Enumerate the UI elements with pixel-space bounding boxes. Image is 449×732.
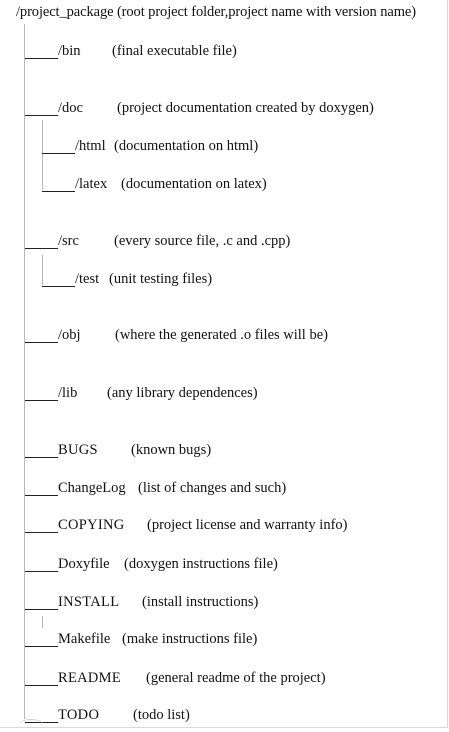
tree-row-bugs: [25, 441, 212, 459]
tree-row-makefile: [25, 630, 258, 648]
entry-name: /src: [58, 233, 79, 249]
entry-name: /test: [75, 271, 100, 287]
entry-description: (make instructions file): [122, 631, 258, 647]
tree-row-doc: [25, 99, 374, 117]
branch-connector: [25, 516, 58, 533]
entry-name: ChangeLog: [58, 480, 126, 496]
tree-row-test: [42, 270, 213, 288]
entry-description: (documentation on html): [114, 138, 259, 154]
branch-connector: [25, 630, 58, 647]
entry-description: (project license and warranty info): [147, 517, 348, 533]
branch-connector: [42, 137, 75, 154]
entry-name: /lib: [58, 385, 78, 401]
root-folder-label: /project_package (root project folder,project name with version name): [16, 4, 416, 20]
entry-name: TODO: [58, 707, 100, 723]
entry-name: Doxyfile: [58, 556, 110, 572]
branch-connector: [25, 479, 58, 496]
branch-connector: [42, 175, 75, 192]
entry-description: (known bugs): [131, 442, 212, 458]
branch-connector: [25, 232, 58, 249]
tree-row-install: [25, 593, 259, 611]
entry-description: (list of changes and such): [138, 480, 287, 496]
entry-name: COPYING: [58, 517, 125, 533]
entry-description: (final executable file): [112, 43, 237, 59]
entry-description: (general readme of the project): [146, 670, 326, 686]
cropped-element-edge: [18, 719, 44, 732]
tree-row-doxyfile: [25, 555, 278, 573]
entry-description: (unit testing files): [109, 271, 213, 287]
entry-name: /doc: [58, 100, 83, 116]
branch-connector: [42, 270, 75, 287]
entry-name: /html: [75, 138, 106, 154]
branch-connector: [25, 326, 58, 343]
tree-row-latex: [42, 175, 267, 193]
entry-description: (install instructions): [142, 594, 259, 610]
tree-row-copying: [25, 516, 348, 534]
tree-row-bin: [25, 42, 237, 60]
tree-row-html: [42, 137, 259, 155]
entry-description: (doxygen instructions file): [124, 556, 278, 572]
entry-description: (todo list): [133, 707, 190, 723]
entry-name: Makefile: [58, 631, 111, 647]
branch-connector: [25, 593, 58, 610]
branch-connector: [25, 441, 58, 458]
entry-name: /bin: [58, 43, 81, 59]
entry-description: (project documentation created by doxygen): [117, 100, 374, 116]
branch-connector: [25, 384, 58, 401]
tree-row-lib: [25, 384, 258, 402]
entry-name: INSTALL: [58, 594, 120, 610]
branch-connector: [25, 669, 58, 686]
entry-name: README: [58, 670, 122, 686]
tree-row-readme: [25, 669, 326, 687]
tree-row-src: [25, 232, 291, 250]
branch-connector: [25, 99, 58, 116]
entry-name: BUGS: [58, 442, 98, 458]
branch-connector: [25, 555, 58, 572]
entry-description: (where the generated .o files will be): [115, 327, 328, 343]
tree-row-changelog: [25, 479, 287, 497]
branch-connector: [25, 42, 58, 59]
tree-row-obj: [25, 326, 328, 344]
entry-name: /latex: [75, 176, 108, 192]
makefile-stub-line: [42, 616, 43, 628]
tree-trunk-line: [24, 24, 25, 719]
entry-description: (every source file, .c and .cpp): [114, 233, 291, 249]
entry-name: /obj: [58, 327, 81, 343]
entry-description: (documentation on latex): [121, 176, 267, 192]
entry-description: (any library dependences): [107, 385, 258, 401]
